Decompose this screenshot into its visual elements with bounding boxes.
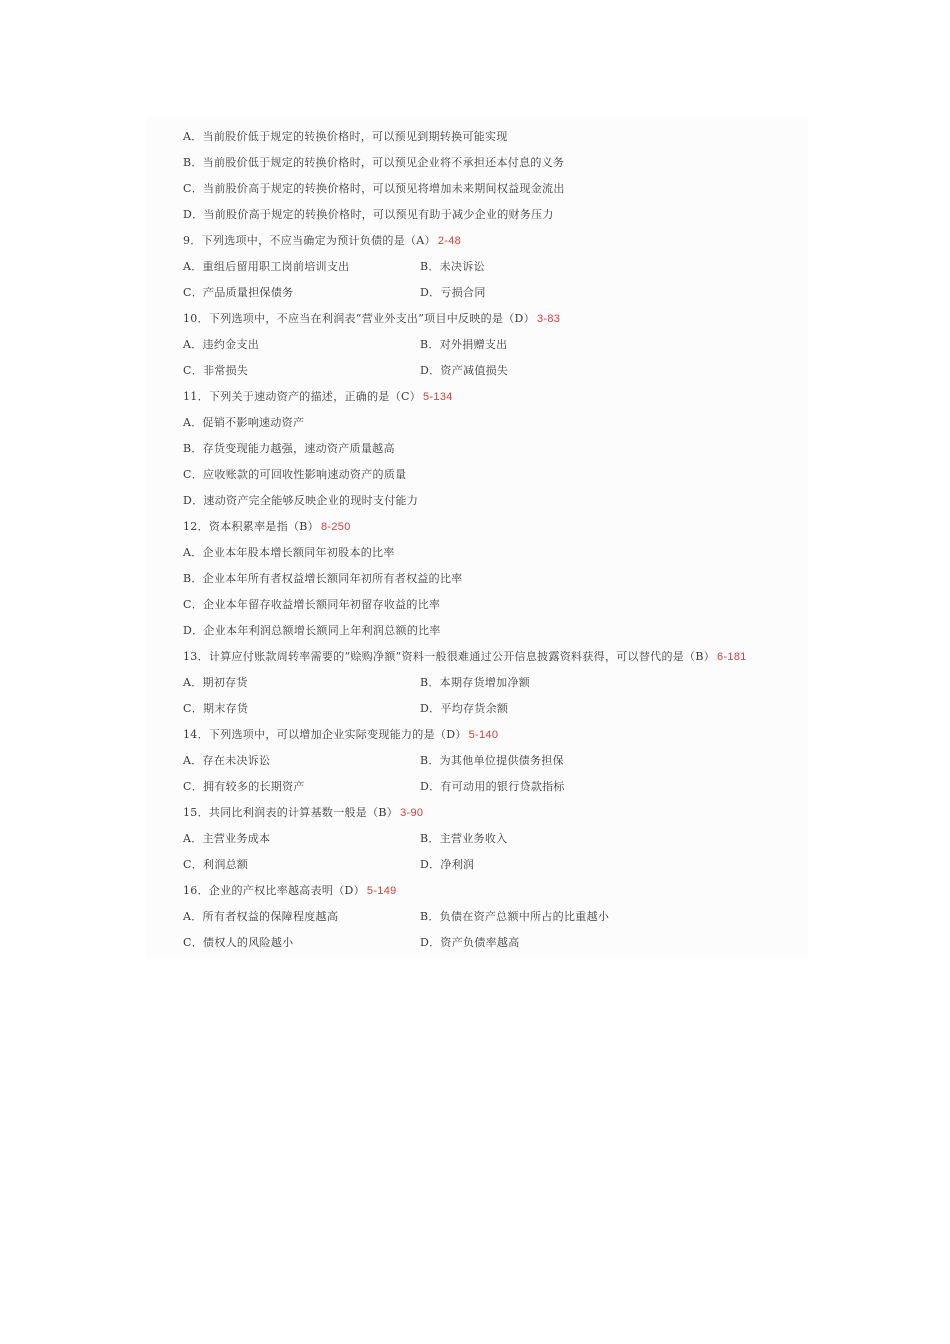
q10-option-a: A．违约金支出 [183, 338, 260, 351]
q9-option-c: C．产品质量担保债务 [183, 286, 294, 299]
q16-option-d: D．资产负债率越高 [420, 936, 520, 949]
q9-option-a: A．重组后留用职工岗前培训支出 [183, 260, 350, 273]
q10-stem [183, 312, 560, 326]
q16-option-c: C．债权人的风险越小 [183, 936, 294, 949]
q9-stem-text: 9．下列选项中，不应当确定为预计负债的是（A） [183, 234, 436, 247]
q15-option-a: A．主营业务成本 [183, 832, 271, 845]
q13-option-b: B．本期存货增加净额 [420, 676, 531, 689]
q16-page-ref: 5-149 [366, 885, 397, 897]
q15-page-ref: 3-90 [400, 807, 424, 819]
q13-option-c: C．期末存货 [183, 702, 249, 715]
q15-option-b: B．主营业务收入 [420, 832, 508, 845]
q8-option-c: C．当前股价高于规定的转换价格时，可以预见将增加未来期间权益现金流出 [183, 182, 565, 195]
q10-option-d: D．资产减值损失 [420, 364, 509, 377]
q12-page-ref: 8-250 [320, 521, 351, 533]
q15-stem [183, 806, 423, 820]
q11-option-d: D．速动资产完全能够反映企业的现时支付能力 [183, 494, 419, 507]
q9-option-d: D．亏损合同 [420, 286, 486, 299]
q15-option-d: D．净利润 [420, 858, 475, 871]
q11-option-a: A．促销不影响速动资产 [183, 416, 305, 429]
q13-stem [183, 650, 747, 664]
q8-option-d: D．当前股价高于规定的转换价格时，可以预见有助于减少企业的财务压力 [183, 208, 554, 221]
q11-option-b: B．存货变现能力越强，速动资产质量越高 [183, 442, 395, 455]
q12-option-a: A．企业本年股本增长额同年初股本的比率 [183, 546, 395, 559]
q9-option-b: B．未决诉讼 [420, 260, 485, 273]
q9-page-ref: 2-48 [437, 235, 462, 247]
q11-option-c: C．应收账款的可回收性影响速动资产的质量 [183, 468, 407, 481]
q12-option-c: C．企业本年留存收益增长额同年初留存收益的比率 [183, 598, 441, 611]
q11-stem [183, 390, 453, 404]
q12-stem [183, 520, 351, 534]
q8-option-b: B．当前股价低于规定的转换价格时，可以预见企业将不承担还本付息的义务 [183, 156, 565, 169]
q9-stem [183, 234, 461, 248]
q14-option-a: A．存在未决诉讼 [183, 754, 271, 767]
q13-option-d: D．平均存货余额 [420, 702, 509, 715]
q10-option-b: B．对外捐赠支出 [420, 338, 508, 351]
q11-stem-text: 11．下列关于速动资产的描述，正确的是（C） [183, 390, 422, 403]
q12-option-d: D．企业本年利润总额增长额同上年利润总额的比率 [183, 624, 441, 637]
q16-option-b: B．负债在资产总额中所占的比重越小 [420, 910, 610, 923]
q15-stem-text: 15．共同比利润表的计算基数一般是（B） [183, 806, 399, 819]
q13-option-a: A．期初存货 [183, 676, 248, 689]
q14-stem-text: 14．下列选项中，可以增加企业实际变现能力的是（D） [183, 728, 467, 741]
q14-page-ref: 5-140 [468, 729, 499, 741]
q13-page-ref: 6-181 [717, 651, 747, 663]
q10-stem-text: 10．下列选项中，不应当在利润表“营业外支出”项目中反映的是（D） [183, 312, 535, 325]
q12-stem-text: 12．资本积累率是指（B） [183, 520, 319, 533]
q13-stem-text: 13．计算应付账款周转率需要的“赊购净额”资料一般很难通过公开信息披露资料获得，可以替代的是（B） [183, 650, 716, 663]
q14-option-d: D．有可动用的银行贷款指标 [420, 780, 565, 793]
q15-option-c: C．利润总额 [183, 858, 249, 871]
q14-stem [183, 728, 498, 742]
q14-option-b: B．为其他单位提供债务担保 [420, 754, 564, 767]
q16-stem [183, 884, 397, 898]
q11-page-ref: 5-134 [423, 391, 453, 403]
q8-option-a: A．当前股价低于规定的转换价格时，可以预见到期转换可能实现 [183, 130, 508, 143]
q10-page-ref: 3-83 [536, 313, 561, 325]
q14-option-c: C．拥有较多的长期资产 [183, 780, 305, 793]
q16-stem-text: 16．企业的产权比率越高表明（D） [183, 884, 365, 897]
q16-option-a: A．所有者权益的保障程度越高 [183, 910, 339, 923]
q10-option-c: C．非常损失 [183, 364, 249, 377]
q12-option-b: B．企业本年所有者权益增长额同年初所有者权益的比率 [183, 572, 463, 585]
